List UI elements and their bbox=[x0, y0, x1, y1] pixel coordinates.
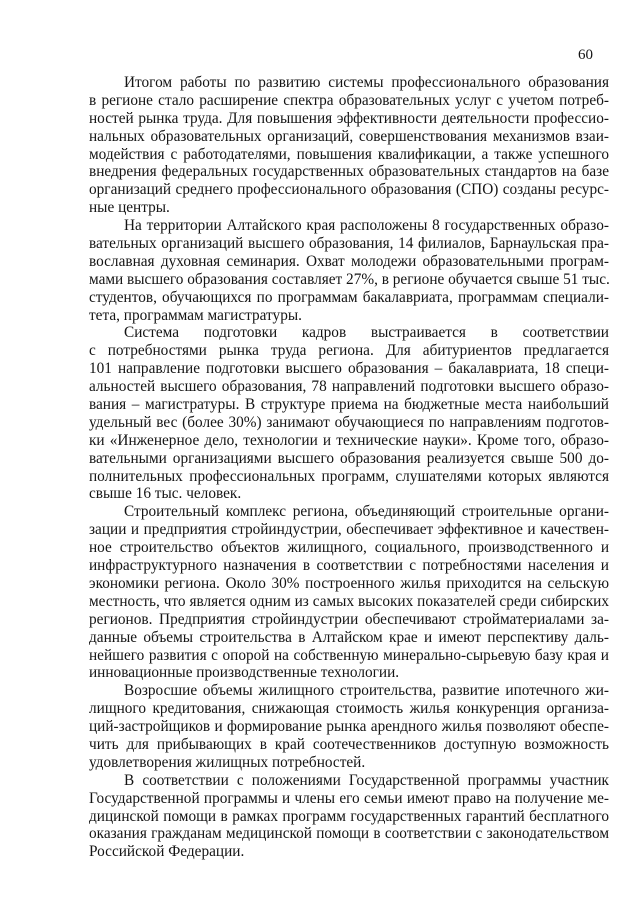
text-line: На территории Алтайского края расположены 8 государственных образо- bbox=[124, 217, 609, 235]
text-line: с потребностями рынка труда региона. Для абитуриентов предлагается bbox=[89, 342, 609, 360]
text-line: инновационные производственные технологии. bbox=[89, 664, 400, 682]
text-line: внедрения федеральных государственных образовательных стандартов на базе bbox=[89, 163, 609, 181]
text-line: вания – магистратуры. В структуре приема на бюджетные места наибольший bbox=[89, 396, 609, 414]
text-line: оказания гражданам медицинской помощи в соответствии с законодательством bbox=[89, 825, 609, 843]
text-line: вославная духовная семинария. Охват молодежи образовательными програм- bbox=[89, 252, 609, 270]
text-line: альностей высшего образования, 78 направлений подготовки высшего образо- bbox=[89, 378, 609, 396]
text-line: ки «Инженерное дело, технологии и технические науки». Кроме того, образо- bbox=[89, 431, 609, 449]
text-line: ное строительство объектов жилищного, социального, производственного и bbox=[89, 539, 609, 557]
paragraph bbox=[0, 74, 639, 217]
paragraph bbox=[0, 217, 639, 324]
text-line: Система подготовки кадров выстраивается в соответствии bbox=[124, 324, 609, 342]
text-line: удельный вес (более 30%) занимают обучающиеся по направлениям подготов- bbox=[89, 413, 609, 431]
paragraph bbox=[0, 503, 639, 682]
text-line: чить для прибывающих в край соотечественников доступную возможность bbox=[89, 735, 609, 753]
text-line: данные объемы строительства в Алтайском крае и имеют перспективу даль- bbox=[89, 628, 609, 646]
text-line: инфраструктурного назначения в соответствии с потребностями населения и bbox=[89, 557, 609, 575]
text-line: экономики региона. Около 30% построенного жилья приходится на сельскую bbox=[89, 574, 609, 592]
text-line: 101 направление подготовки высшего образования – бакалавриата, 18 специ- bbox=[89, 360, 609, 378]
paragraph bbox=[0, 682, 639, 771]
text-line: регионов. Предприятия стройиндустрии обеспечивают стройматериалами за- bbox=[89, 610, 609, 628]
text-line: вательными организациями высшего образования реализуется свыше 500 до- bbox=[89, 449, 609, 467]
text-line: организаций среднего профессионального образования (СПО) созданы ресурс- bbox=[89, 181, 609, 199]
text-line: ностей рынка труда. Для повышения эффективности деятельности профессио- bbox=[89, 109, 609, 127]
page-number: 60 bbox=[578, 47, 593, 63]
text-line: удовлетворения жилищных потребностей. bbox=[89, 753, 366, 771]
text-line: в регионе стало расширение спектра образовательных услуг с учетом потреб- bbox=[89, 91, 609, 109]
page-body bbox=[0, 74, 639, 861]
text-line: лищного кредитования, снижающая стоимость жилья конкуренция организа- bbox=[89, 700, 609, 718]
text-line: студентов, обучающихся по программам бакалавриата, программам специали- bbox=[89, 288, 609, 306]
paragraph bbox=[0, 324, 639, 503]
text-line: местность, что является одним из самых высоких показателей среди сибирских bbox=[89, 592, 609, 610]
text-line: тета, программам магистратуры. bbox=[89, 306, 302, 324]
text-line: мами высшего образования составляет 27%, в регионе обучается свыше 51 тыс. bbox=[89, 270, 610, 288]
text-line: свыше 16 тыс. человек. bbox=[89, 485, 242, 503]
text-line: вательных организаций высшего образования, 14 филиалов, Барнаульская пра- bbox=[89, 235, 609, 253]
text-line: нейшего развития с опорой на собственную минерально-сырьевую базу края и bbox=[89, 646, 609, 664]
paragraph bbox=[0, 772, 639, 861]
text-line: Итогом работы по развитию системы профессионального образования bbox=[124, 74, 609, 91]
text-line: Государственной программы и члены его семьи имеют право на получение ме- bbox=[89, 789, 609, 807]
text-line: зации и предприятия стройиндустрии, обеспечивает эффективное и качествен- bbox=[89, 521, 609, 539]
text-line: Возросшие объемы жилищного строительства, развитие ипотечного жи- bbox=[124, 682, 609, 700]
text-line: модействия с работодателями, повышения квалификации, а также успешного bbox=[89, 145, 609, 163]
text-line: Строительный комплекс региона, объединяющий строительные органи- bbox=[124, 503, 609, 521]
text-line: дицинской помощи в рамках программ государственных гарантий бесплатного bbox=[89, 807, 609, 825]
text-line: В соответствии с положениями Государственной программы участник bbox=[124, 771, 609, 789]
text-line: ций-застройщиков и формирование рынка арендного жилья позволяют обеспе- bbox=[89, 718, 609, 736]
text-line: Российской Федерации. bbox=[89, 843, 245, 861]
text-line: полнительных профессиональных программ, слушателями которых являются bbox=[89, 467, 609, 485]
text-line: нальных образовательных организаций, совершенствования механизмов взаи- bbox=[89, 127, 609, 145]
text-line: ные центры. bbox=[89, 199, 170, 217]
